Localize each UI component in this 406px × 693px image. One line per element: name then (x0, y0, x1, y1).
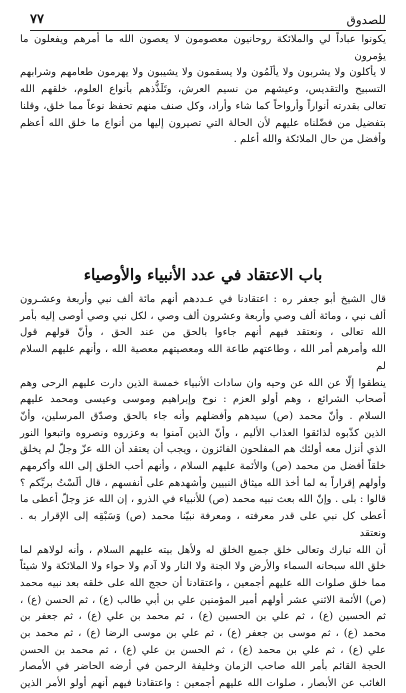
text-line: ينطقوا إلّا عن الله عن وحيه وان سادات الأنبياء خمسة الذين دارت عليهم الرحى وهم (20, 377, 386, 389)
text-line: لا يأكلون ولا يشربون ولا يألَمُون ولا يسقمون ولا يشيبون ولا يهرمون طعامهم وشرابهم (20, 67, 386, 79)
chapter-title: باب الاعتقاد في عدد الأنبياء والأوصياء (83, 265, 323, 284)
text-line: الحجة القائم بأمر الله صاحب الزمان وخليفة الرحمن في أرضه الحاضر في الأمصار (20, 661, 386, 673)
text-line: الذي أنزل معه أولئك هم المفلحون الفائزون ، ويجب أن يعتقد أن الله عزّ وجلّ لم يخلق (20, 444, 386, 456)
text-line: أصحاب الشرائع ، وهم أولو العزم : نوح وإبراهيم وموسى وعيسى ومحمد عليهم (20, 394, 386, 406)
text-line: بتفضيل من فضّلناه عليهم لأن الحالة التي تصيرون إليها من أنواع ما خلق الله أعظم (20, 117, 386, 129)
text-line: ألف نبي ، ومائة ألف وصي وأربعة وعشرون ألف وصي ، لكل نبي وصي أوصى إليه بأمر (20, 310, 386, 322)
text-line: السلام . وأنّ محمد (ص) سيدهم وأفضلهم وأنه جاء بالحق وصدّق المرسلين، وأنّ (20, 410, 386, 422)
text-line: خلق الله سبحانه السماء والأرض ولا الجنة ولا النار ولا آدم ولا حواء ولا الملائكة ولا شيئاً (20, 561, 386, 573)
page-header (30, 8, 386, 31)
text-line: الذين كذّبوه لذائقوا العذاب الأليم ، وأنّ الذين آمنوا به وعزروه ونصروه واتبعوا النور (20, 427, 386, 439)
body-paragraph (20, 292, 386, 693)
text-line: تعالى بقدرته أنواراً وأرواحاً كما شاء وأراد، وكل صنف منهم تحفظ نوعاً مما خلق، وقلنا (20, 100, 386, 112)
text-line: ثم الحسين (ع) ، ثم علي بن الحسين (ع) ، ثم محمد بن علي (ع) ، ثم جعفر بن (20, 611, 386, 623)
text-line: وأولهم إقراراً به لما أخذ الله ميثاق النبيين وأشهدهم على أنفسهم ، قال ألَسْتُ بربِّكم ؟ (20, 477, 386, 489)
text-line: الله وأمرهم أمر الله ، وطاعتهم طاعة الله ومعصيتهم معصية الله ، وأنهم عليهم السلام لم (20, 344, 386, 372)
text-line: التسبيح والتقديس، وعيشهم من نسيم العرش، وتَلَذُّذهم بأنواع العلوم، خلقهم الله (20, 84, 386, 96)
text-line: وأفضل من حال الملائكة والله أعلم . (233, 134, 386, 146)
text-line: علي (ع) ، ثم علي بن محمد (ع) ، ثم الحسن بن علي (ع) ، ثم محمد بن الحسن (20, 644, 386, 656)
text-line: محمد (ع) ، ثم موسى بن جعفر (ع) ، ثم علي بن موسى الرضا (ع) ، ثم محمد بن (20, 628, 386, 640)
text-line: الله تعالى ، ونعتقد فيهم أنهم جاءوا بالحق من عند الحق ، وأنّ قولهم قول (20, 327, 386, 339)
text-line: أن الله تبارك وتعالى خلق جميع الخلق له ولأهل بيته عليهم السلام ، وأنه لولاهم لما (20, 544, 386, 556)
text-line: أعطى كل نبي على قدر معرفته ، ومعرفة نبيّنا محمد (ص) وَسَبْقِه إلى الإقرار به . ونعتقد (20, 511, 386, 539)
page-number: ٧٧ (30, 12, 44, 27)
running-title: للصدوق (346, 13, 386, 27)
text-line: خلقاً أفضل من محمد (ص) والأئمة عليهم السلام ، وأنهم أحب الخلق إلى الله وأكرمهم (20, 461, 386, 473)
text-line: مما خلق صلوات الله عليهم أجمعين ، واعتقادنا أن حجج الله على خلقه بعد نبيه محمد (20, 577, 386, 589)
text-line: (ص) الأئمة الاثني عشر أولهم أمير المؤمنين علي بن أبي طالب (ع) ، ثم الحسن (ع) ، (20, 594, 386, 606)
text-line: قالوا : بلى . وإنّ الله بعث نبيه محمد (ص) للأنبياء في الذرو ، إن الله عز وجلّ أعطى ما (20, 494, 386, 506)
text-line: يكونوا عباداً لي والملائكة روحانيون معصومون لا يعصون الله ما أمرهم ويفعلون ما يؤمرون (20, 34, 386, 62)
text-line: قال الشيخ أبو جعفر ره : اعتقادنا في عـددهم أنهم مائة ألف نبي وأربعة وعشـرون (20, 294, 386, 305)
intro-paragraph (20, 32, 386, 149)
text-line: الغائب عن الأبصار ، صلوات الله عليهم أجمعين : واعتقادنا فيهم أنهم أولو الأمر الذين (20, 678, 386, 690)
